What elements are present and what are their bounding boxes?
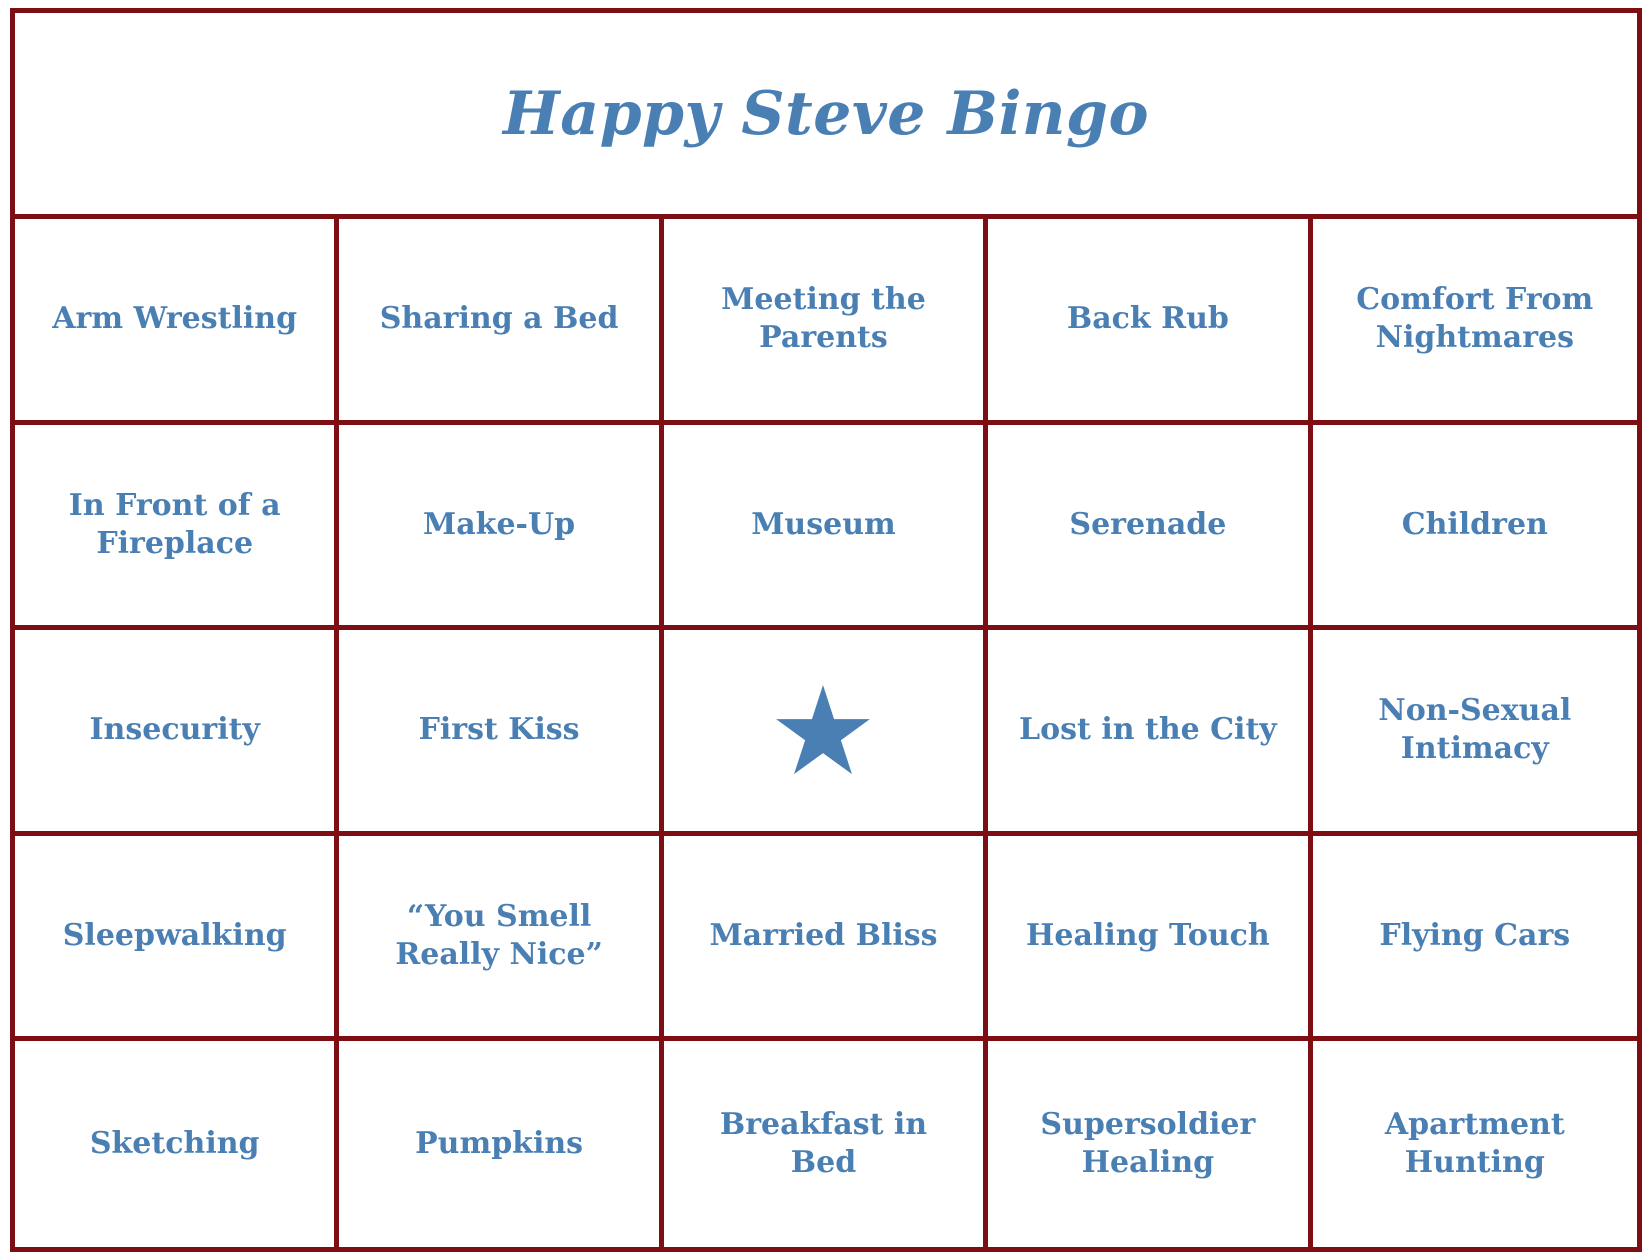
- bingo-cell[interactable]: [988, 219, 1312, 425]
- free-space-cell[interactable]: [664, 630, 988, 836]
- cell-label: Comfort From Nightmares: [1356, 282, 1594, 356]
- bingo-cell[interactable]: [15, 425, 339, 631]
- cell-label: Pumpkins: [415, 1126, 584, 1162]
- cell-label: Breakfast in Bed: [719, 1107, 928, 1181]
- bingo-cell[interactable]: [1313, 836, 1637, 1042]
- cell-label: Back Rub: [1066, 301, 1229, 337]
- bingo-cell[interactable]: [1313, 425, 1637, 631]
- bingo-cell[interactable]: [988, 425, 1312, 631]
- bingo-cell[interactable]: [988, 1041, 1312, 1247]
- bingo-cell[interactable]: [339, 1041, 663, 1247]
- bingo-cell[interactable]: [15, 1041, 339, 1247]
- cell-label: Flying Cars: [1379, 918, 1571, 954]
- bingo-grid: [15, 219, 1637, 1247]
- cell-label: Insecurity: [89, 712, 260, 748]
- bingo-cell[interactable]: [988, 630, 1312, 836]
- cell-label: Children: [1401, 506, 1548, 542]
- bingo-cell[interactable]: [15, 836, 339, 1042]
- cell-label: Make-Up: [423, 506, 576, 542]
- cell-label: Lost in the City: [1019, 712, 1277, 748]
- bingo-cell[interactable]: [664, 219, 988, 425]
- cell-label: Apartment Hunting: [1384, 1107, 1565, 1181]
- cell-label: Museum: [751, 506, 896, 542]
- bingo-cell[interactable]: [339, 219, 663, 425]
- cell-label: Serenade: [1069, 506, 1227, 542]
- bingo-cell[interactable]: [664, 1041, 988, 1247]
- cell-label: Non-Sexual Intimacy: [1378, 693, 1572, 767]
- page-title: Happy Steve Bingo: [503, 78, 1149, 149]
- cell-label: Arm Wrestling: [52, 301, 298, 337]
- cell-label: In Front of a Fireplace: [68, 487, 281, 561]
- cell-label: Sketching: [89, 1126, 260, 1162]
- cell-label: Supersoldier Healing: [1040, 1107, 1256, 1181]
- cell-label: First Kiss: [418, 712, 580, 748]
- bingo-cell[interactable]: [1313, 1041, 1637, 1247]
- bingo-cell[interactable]: [664, 425, 988, 631]
- star-icon: [776, 685, 870, 775]
- bingo-cell[interactable]: [15, 219, 339, 425]
- bingo-cell[interactable]: [339, 425, 663, 631]
- cell-label: Married Bliss: [709, 918, 938, 954]
- bingo-cell[interactable]: [664, 836, 988, 1042]
- cell-label: “You Smell Really Nice”: [395, 899, 603, 973]
- title-row: [15, 13, 1637, 219]
- bingo-cell[interactable]: [339, 630, 663, 836]
- bingo-cell[interactable]: [339, 836, 663, 1042]
- bingo-card: [10, 8, 1642, 1252]
- cell-label: Meeting the Parents: [721, 282, 926, 356]
- cell-label: Healing Touch: [1026, 918, 1270, 954]
- cell-label: Sleepwalking: [62, 918, 287, 954]
- cell-label: Sharing a Bed: [379, 301, 619, 337]
- bingo-cell[interactable]: [1313, 630, 1637, 836]
- bingo-cell[interactable]: [1313, 219, 1637, 425]
- bingo-cell[interactable]: [988, 836, 1312, 1042]
- bingo-cell[interactable]: [15, 630, 339, 836]
